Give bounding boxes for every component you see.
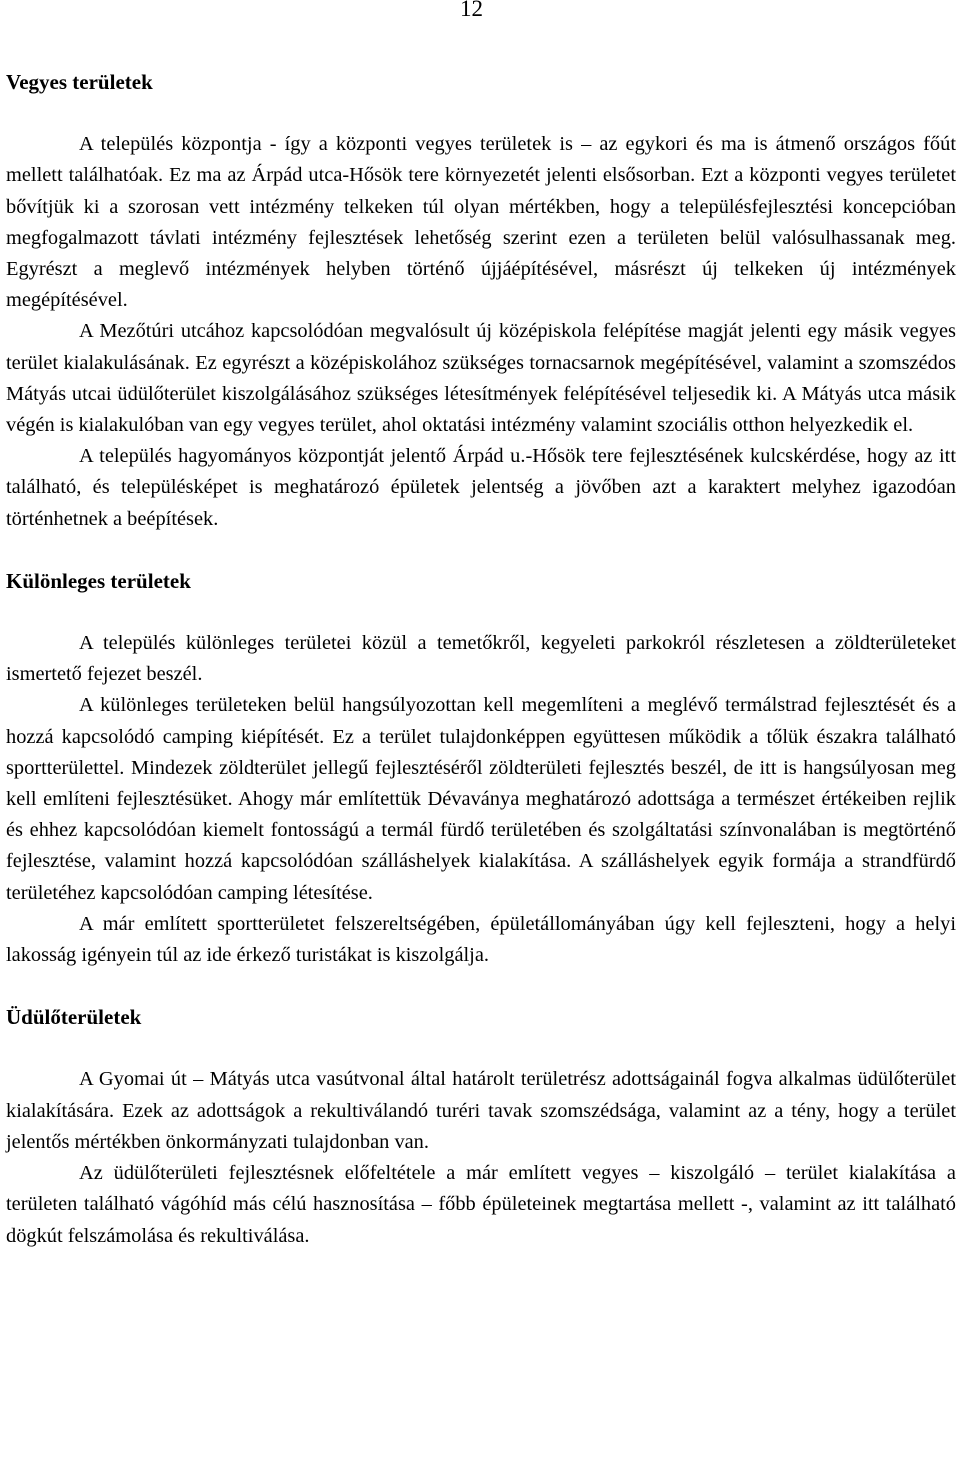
section-heading: Különleges területek [6, 568, 191, 593]
spacer [6, 535, 956, 566]
section-kulonleges-teruletek [6, 566, 956, 971]
paragraph: Az üdülőterületi fejlesztésnek előfeltétele a már említett vegyes – kiszolgáló – terület kialakítása a területen található vágóhíd más célú hasznosítása – főbb épületeinek megtartása mellett -, valamint az itt található dögkút felszámolása és rekultiválása. [6, 1162, 956, 1247]
paragraph: A már említett sportterületet felszereltségében, épületállományában úgy kell fejleszteni, hogy a helyi lakosság igényein túl az ide érkező turistákat is kiszolgálja. [6, 912, 956, 967]
spacer [6, 971, 956, 1002]
paragraph: A település különleges területei közül a temetőkről, kegyeleti parkokról részletesen a zöldterületeket ismertető fejezet beszél. [6, 632, 956, 686]
section-heading: Üdülőterületek [6, 1005, 142, 1030]
section-heading: Vegyes területek [6, 70, 153, 94]
document-body [6, 67, 956, 1252]
paragraph: A Mezőtúri utcához kapcsolódóan megvalósult új középiskola felépítése magját jelenti egy másik vegyes terület kialakulásának. Ez egyrészt a középiskolához szükséges tornacsarnok megépítésével, valamint a szomszédos Mátyás utcai üdülőterület kiszolgálásához szükséges létesítmények felépítésével teljesedik ki. A Mátyás utca másik végén is kialakulóban van egy vegyes terület, ahol oktatási intézmény valamint szociális otthon helyezkedik el. [6, 320, 956, 437]
paragraph: A település hagyományos központját jelentő Árpád u.-Hősök tere fejlesztésének kulcskérdése, hogy az itt található, és településképet is meghatározó épületek jelentség a jövőben azt a karaktert melyhez igazodóan történhetnek a beépítések. [6, 445, 956, 530]
section-vegyes-teruletek [6, 67, 956, 535]
spacer [6, 98, 956, 129]
page-number: 12 [460, 0, 483, 21]
paragraph: A különleges területeken belül hangsúlyozottan kell megemlíteni a meglévő termálstrad fejlesztését és a hozzá kapcsolódó camping kiépítését. Ez a terület tulajdonképpen együttesen működik a tőlük északra található sportterülettel. Mindezek zöldterület jellegű fejlesztéséről zöldterületi fejlesztés beszél, de itt is hangsúlyosan meg kell említeni fejlesztésüket. Ahogy már említettük Dévaványa meghatározó adottsága a természet értékeiben rejlik és ehhez kapcsolódóan kiemelt fontosságú a termál fürdő területében és szolgáltatási színvonalában is megtörténő fejlesztése, valamint hozzá kapcsolódóan szálláshelyek kialakítása. A szálláshelyek egyik formája a strandfürdő területéhez kapcsolódóan camping létesítése. [6, 694, 956, 904]
spacer [6, 597, 956, 628]
paragraph: A település központja - így a központi vegyes területek is – az egykori és ma is átmenő országos főút mellett találhatóak. Ez ma az Árpád utca-Hősök tere környezetét jelenti elsősorban. Ezt a központi vegyes területet bővítjük ki a szorosan vett intézmény telkeken túl olyan mértékben, hogy a településfejlesztési koncepcióban megfogalmazott távlati intézmény fejlesztések lehetőség szerint ezen a területen belül valósulhassanak meg. Egyrészt a meglevő intézmények helyben történő újjáépítésével, másrészt új telkeken új intézmények megépítésével. [6, 133, 956, 312]
paragraph: A Gyomai út – Mátyás utca vasútvonal által határolt területrész adottságainál fogva alkalmas üdülőterület kialakítására. Ezek az adottságok a rekultiválandó turéri tavak szomszédsága, valamint az a tény, hogy a terület jelentős mértékben önkormányzati tulajdonban van. [6, 1068, 956, 1153]
spacer [6, 1033, 956, 1064]
section-udulo-teruletek [6, 1002, 956, 1251]
